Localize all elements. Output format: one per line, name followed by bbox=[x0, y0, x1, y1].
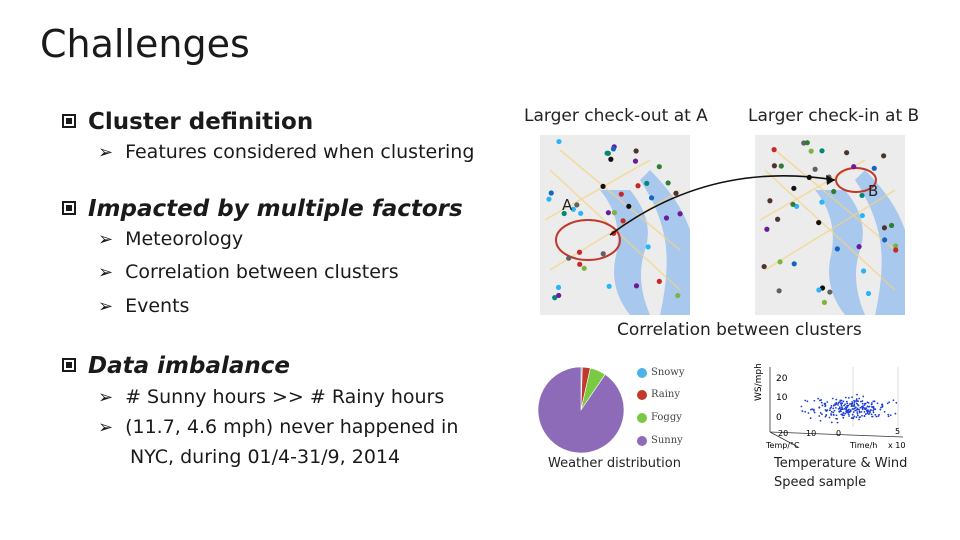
scatter-point bbox=[895, 402, 897, 404]
scatter-point bbox=[822, 405, 824, 407]
scatter-point bbox=[888, 415, 890, 417]
cluster-dot bbox=[779, 163, 784, 168]
list-item bbox=[98, 295, 189, 317]
scatter-caption-line1: Temperature & Wind bbox=[774, 456, 908, 471]
arrow-bullet-icon: ➢ bbox=[98, 229, 114, 250]
cluster-dot bbox=[601, 251, 606, 256]
cluster-dot bbox=[775, 217, 780, 222]
scatter-point bbox=[810, 417, 812, 419]
cluster-dot bbox=[664, 215, 669, 220]
scatter-point bbox=[858, 405, 860, 407]
scatter-xtick: 0 bbox=[836, 429, 842, 438]
list-item bbox=[98, 228, 243, 250]
scatter-point bbox=[844, 403, 846, 405]
cluster-dot bbox=[809, 149, 814, 154]
arrow-bullet-icon: ➢ bbox=[98, 262, 114, 283]
scatter-point bbox=[861, 411, 863, 413]
scatter-point bbox=[831, 422, 833, 424]
label-b: B bbox=[868, 182, 879, 200]
scatter-point bbox=[841, 406, 843, 408]
cluster-dot bbox=[633, 159, 638, 164]
scatter-point bbox=[821, 402, 823, 404]
scatter-point bbox=[861, 415, 863, 417]
scatter-point bbox=[813, 400, 815, 402]
scatter-point bbox=[850, 410, 852, 412]
scatter-point bbox=[842, 417, 844, 419]
list-item-text: Features considered when clustering bbox=[125, 141, 475, 163]
cluster-dot bbox=[792, 261, 797, 266]
scatter-point bbox=[846, 403, 848, 405]
cluster-dot bbox=[827, 289, 832, 294]
scatter-point bbox=[834, 403, 836, 405]
scatter-point bbox=[874, 414, 876, 416]
scatter-point bbox=[833, 414, 835, 416]
scatter-point bbox=[808, 412, 810, 414]
scatter-point bbox=[835, 402, 837, 404]
list-item-continuation: NYC, during 01/4-31/9, 2014 bbox=[130, 446, 401, 468]
scatter-point bbox=[854, 400, 856, 402]
cluster-dot bbox=[549, 190, 554, 195]
scatter-point bbox=[877, 402, 879, 404]
cluster-dot bbox=[646, 244, 651, 249]
scatter-point bbox=[888, 401, 890, 403]
scatter-xtick: 10 bbox=[806, 429, 817, 438]
cluster-dot bbox=[881, 153, 886, 158]
scatter-point bbox=[832, 407, 834, 409]
cluster-dot bbox=[764, 227, 769, 232]
legend-swatch bbox=[637, 436, 647, 446]
scatter-point bbox=[864, 415, 866, 417]
scatter-point bbox=[827, 409, 829, 411]
scatter-point bbox=[870, 409, 872, 411]
cluster-dot bbox=[611, 146, 616, 151]
scatter-point bbox=[831, 411, 833, 413]
scatter-point bbox=[829, 409, 831, 411]
scatter-point bbox=[843, 414, 845, 416]
scatter-point bbox=[853, 405, 855, 407]
weather-pie-chart bbox=[538, 360, 624, 456]
scatter-point bbox=[825, 409, 827, 411]
scatter-point bbox=[818, 415, 820, 417]
scatter-point bbox=[865, 413, 867, 415]
legend-swatch bbox=[637, 390, 647, 400]
square-bullet-icon bbox=[62, 201, 76, 215]
scatter-point bbox=[873, 411, 875, 413]
cluster-dot bbox=[813, 167, 818, 172]
scatter-point bbox=[858, 398, 860, 400]
cluster-dot bbox=[819, 200, 824, 205]
legend-label: Foggy bbox=[651, 412, 682, 423]
scatter-point bbox=[847, 412, 849, 414]
cluster-dot bbox=[816, 220, 821, 225]
cluster-dot bbox=[635, 183, 640, 188]
list-item bbox=[98, 141, 474, 163]
scatter-point bbox=[862, 396, 864, 398]
map-left-caption: Larger check-out at A bbox=[524, 106, 708, 126]
scatter-point bbox=[842, 408, 844, 410]
scatter-point bbox=[840, 403, 842, 405]
scatter-point bbox=[872, 410, 874, 412]
cluster-dot bbox=[657, 164, 662, 169]
scatter-point bbox=[825, 414, 827, 416]
scatter-xtick: 20 bbox=[778, 429, 789, 438]
cluster-dot bbox=[634, 283, 639, 288]
scatter-point bbox=[865, 407, 867, 409]
scatter-point bbox=[858, 419, 860, 421]
scatter-point bbox=[873, 406, 875, 408]
list-item-text: # Sunny hours >> # Rainy hours bbox=[125, 386, 445, 408]
scatter-point bbox=[884, 411, 886, 413]
scatter-point bbox=[857, 415, 859, 417]
scatter-point bbox=[818, 406, 820, 408]
scatter-point bbox=[833, 405, 835, 407]
list-item-text: Meteorology bbox=[125, 228, 244, 250]
cluster-dot bbox=[582, 266, 587, 271]
scatter-point bbox=[887, 402, 889, 404]
cluster-dot bbox=[665, 180, 670, 185]
cluster-dot bbox=[889, 223, 894, 228]
arrow-bullet-icon: ➢ bbox=[98, 296, 114, 317]
cluster-dot bbox=[772, 147, 777, 152]
scatter-point bbox=[829, 407, 831, 409]
scatter-point bbox=[890, 414, 892, 416]
scatter-point bbox=[887, 414, 889, 416]
scatter-xlabel-temp: Temp/°C bbox=[766, 441, 800, 450]
arrow-bullet-icon: ➢ bbox=[98, 417, 114, 438]
scatter-point bbox=[867, 412, 869, 414]
cluster-dot bbox=[675, 293, 680, 298]
cluster-dot bbox=[606, 210, 611, 215]
scatter-point bbox=[862, 403, 864, 405]
legend-swatch bbox=[637, 368, 647, 378]
scatter-point bbox=[839, 410, 841, 412]
scatter-ytick: 10 bbox=[776, 393, 788, 403]
map-left bbox=[540, 135, 690, 315]
scatter-ytick: 0 bbox=[776, 413, 782, 423]
scatter-point bbox=[848, 413, 850, 415]
scatter-point bbox=[845, 411, 847, 413]
cluster-dot bbox=[856, 244, 861, 249]
cluster-dot bbox=[772, 163, 777, 168]
scatter-ylabel: WS/mph bbox=[754, 363, 764, 401]
scatter-point bbox=[814, 412, 816, 414]
arrow-bullet-icon: ➢ bbox=[98, 387, 114, 408]
scatter-point bbox=[853, 408, 855, 410]
cluster-dot bbox=[649, 195, 654, 200]
scatter-point bbox=[846, 401, 848, 403]
cluster-dot bbox=[882, 237, 887, 242]
legend-swatch bbox=[637, 413, 647, 423]
map-right bbox=[755, 135, 905, 315]
scatter-caption-line2: Speed sample bbox=[774, 475, 867, 490]
cluster-dot bbox=[835, 246, 840, 251]
cluster-dot bbox=[657, 279, 662, 284]
section-heading: Data imbalance bbox=[88, 353, 290, 379]
scatter-point bbox=[857, 413, 859, 415]
cluster-dot bbox=[819, 148, 824, 153]
scatter-point bbox=[879, 409, 881, 411]
list-item bbox=[98, 386, 444, 408]
scatter-point bbox=[837, 422, 839, 424]
scatter-point bbox=[806, 400, 808, 402]
arrow-bullet-icon: ➢ bbox=[98, 142, 114, 163]
scatter-point bbox=[874, 400, 876, 402]
scatter-point bbox=[826, 401, 828, 403]
scatter-point bbox=[841, 404, 843, 406]
map-right-caption: Larger check-in at B bbox=[748, 106, 920, 126]
scatter-point bbox=[801, 406, 803, 408]
scatter-point bbox=[804, 411, 806, 413]
scatter-point bbox=[852, 414, 854, 416]
scatter-point bbox=[859, 407, 861, 409]
section-multiple-factors bbox=[62, 196, 463, 222]
cluster-dot bbox=[600, 184, 605, 189]
scatter-point bbox=[835, 418, 837, 420]
cluster-dot bbox=[574, 202, 579, 207]
cluster-dot bbox=[566, 256, 571, 261]
list-item bbox=[98, 416, 458, 438]
legend-label: Sunny bbox=[651, 435, 683, 446]
scatter-point bbox=[867, 409, 869, 411]
correlation-caption: Correlation between clusters bbox=[617, 320, 862, 340]
scatter-point bbox=[881, 403, 883, 405]
legend-item bbox=[637, 367, 685, 378]
cluster-dot bbox=[790, 202, 795, 207]
scatter-point bbox=[832, 398, 834, 400]
scatter-point bbox=[856, 400, 858, 402]
scatter-point bbox=[820, 399, 822, 401]
scatter-point bbox=[860, 401, 862, 403]
scatter-point bbox=[832, 412, 834, 414]
scatter-point bbox=[853, 415, 855, 417]
scatter-point bbox=[845, 397, 847, 399]
section-data-imbalance bbox=[62, 353, 290, 379]
cluster-dot bbox=[844, 150, 849, 155]
scatter-point bbox=[851, 405, 853, 407]
scatter-point bbox=[872, 416, 874, 418]
cluster-dot bbox=[872, 166, 877, 171]
cluster-dot bbox=[673, 191, 678, 196]
scatter-point bbox=[867, 405, 869, 407]
weather-caption: Weather distribution bbox=[548, 456, 681, 471]
scatter-point bbox=[848, 397, 850, 399]
cluster-dot bbox=[822, 300, 827, 305]
page-title: Challenges bbox=[40, 22, 250, 66]
scatter-point bbox=[861, 407, 863, 409]
cluster-dot bbox=[556, 285, 561, 290]
scatter-point bbox=[859, 411, 861, 413]
section-cluster-definition bbox=[62, 109, 313, 135]
temp-wind-scatter bbox=[748, 362, 918, 454]
cluster-dot bbox=[861, 268, 866, 273]
scatter-point bbox=[858, 409, 860, 411]
cluster-dot bbox=[605, 151, 610, 156]
cluster-dot bbox=[577, 262, 582, 267]
scatter-point bbox=[869, 412, 871, 414]
cluster-dot bbox=[626, 204, 631, 209]
scatter-point bbox=[893, 399, 895, 401]
scatter-point bbox=[894, 413, 896, 415]
scatter-point bbox=[856, 394, 858, 396]
scatter-point bbox=[855, 416, 857, 418]
scatter-point bbox=[836, 414, 838, 416]
square-bullet-icon bbox=[62, 358, 76, 372]
scatter-point bbox=[817, 398, 819, 400]
scatter-point bbox=[837, 402, 839, 404]
cluster-dot bbox=[546, 197, 551, 202]
scatter-point bbox=[853, 411, 855, 413]
scatter-point bbox=[829, 417, 831, 419]
cluster-dot bbox=[851, 164, 856, 169]
legend-item bbox=[637, 435, 683, 446]
pie-slice-sunny bbox=[538, 367, 624, 453]
cluster-dot bbox=[893, 247, 898, 252]
scatter-point bbox=[865, 403, 867, 405]
cluster-dot bbox=[612, 210, 617, 215]
cluster-dot bbox=[767, 198, 772, 203]
scatter-point bbox=[844, 413, 846, 415]
scatter-point bbox=[851, 396, 853, 398]
scatter-point bbox=[871, 402, 873, 404]
scatter-point bbox=[878, 414, 880, 416]
list-item bbox=[98, 261, 399, 283]
cluster-maps bbox=[530, 130, 910, 320]
scatter-point bbox=[804, 400, 806, 402]
scatter-point bbox=[874, 408, 876, 410]
scatter-point bbox=[841, 400, 843, 402]
scatter-point bbox=[871, 413, 873, 415]
label-a: A bbox=[562, 196, 573, 214]
scatter-xtick: 5 bbox=[895, 427, 901, 436]
cluster-dot bbox=[619, 192, 624, 197]
scatter-point bbox=[851, 417, 853, 419]
cluster-dot bbox=[866, 291, 871, 296]
scatter-point bbox=[820, 420, 822, 422]
cluster-dot bbox=[578, 211, 583, 216]
scatter-point bbox=[813, 410, 815, 412]
cluster-dot bbox=[777, 259, 782, 264]
square-bullet-icon bbox=[62, 114, 76, 128]
list-item-text: Correlation between clusters bbox=[125, 261, 399, 283]
scatter-point bbox=[864, 411, 866, 413]
scatter-point bbox=[845, 408, 847, 410]
cluster-dot bbox=[777, 288, 782, 293]
scatter-point bbox=[824, 403, 826, 405]
scatter-point bbox=[831, 405, 833, 407]
scatter-point bbox=[801, 410, 803, 412]
cluster-dot bbox=[556, 293, 561, 298]
scatter-point bbox=[851, 401, 853, 403]
cluster-dot bbox=[577, 250, 582, 255]
scatter-point bbox=[821, 413, 823, 415]
cluster-dot bbox=[762, 264, 767, 269]
cluster-dot bbox=[607, 284, 612, 289]
legend-item bbox=[637, 389, 680, 400]
scatter-point bbox=[840, 413, 842, 415]
scatter-ytick: 20 bbox=[776, 374, 788, 384]
legend-label: Rainy bbox=[651, 389, 681, 400]
scatter-point bbox=[862, 405, 864, 407]
cluster-dot bbox=[831, 189, 836, 194]
scatter-point bbox=[856, 403, 858, 405]
cluster-dot bbox=[860, 213, 865, 218]
cluster-dot bbox=[816, 287, 821, 292]
scatter-point bbox=[876, 416, 878, 418]
list-item-text: Events bbox=[125, 295, 190, 317]
cluster-dot bbox=[644, 181, 649, 186]
scatter-point bbox=[835, 407, 837, 409]
cluster-dot bbox=[859, 193, 864, 198]
scatter-point bbox=[848, 409, 850, 411]
scatter-point bbox=[843, 401, 845, 403]
scatter-point bbox=[873, 407, 875, 409]
scatter-point bbox=[855, 406, 857, 408]
cluster-dot bbox=[556, 139, 561, 144]
scatter-xlabel-time: Time/h bbox=[850, 441, 878, 450]
section-heading: Cluster definition bbox=[88, 109, 314, 135]
scatter-point bbox=[866, 401, 868, 403]
scatter-point bbox=[843, 412, 845, 414]
cluster-dot bbox=[882, 225, 887, 230]
scatter-point bbox=[857, 408, 859, 410]
scatter-point bbox=[848, 415, 850, 417]
scatter-point bbox=[834, 410, 836, 412]
scatter-point bbox=[839, 407, 841, 409]
cluster-dot bbox=[620, 218, 625, 223]
scatter-exponent: x 10 bbox=[888, 441, 906, 450]
scatter-point bbox=[820, 412, 822, 414]
scatter-point bbox=[856, 411, 858, 413]
scatter-point bbox=[869, 406, 871, 408]
list-item-text: (11.7, 4.6 mph) never happened in bbox=[125, 416, 459, 438]
cluster-dot bbox=[677, 211, 682, 216]
legend-label: Snowy bbox=[651, 367, 685, 378]
scatter-point bbox=[835, 399, 837, 401]
cluster-dot bbox=[805, 140, 810, 145]
scatter-point bbox=[859, 416, 861, 418]
cluster-dot bbox=[608, 157, 613, 162]
scatter-point bbox=[837, 404, 839, 406]
scatter-point bbox=[811, 408, 813, 410]
scatter-point bbox=[846, 406, 848, 408]
scatter-point bbox=[830, 413, 832, 415]
section-heading: Impacted by multiple factors bbox=[88, 196, 463, 222]
legend-item bbox=[637, 412, 682, 423]
cluster-dot bbox=[633, 148, 638, 153]
scatter-point bbox=[847, 405, 849, 407]
cluster-dot bbox=[791, 186, 796, 191]
